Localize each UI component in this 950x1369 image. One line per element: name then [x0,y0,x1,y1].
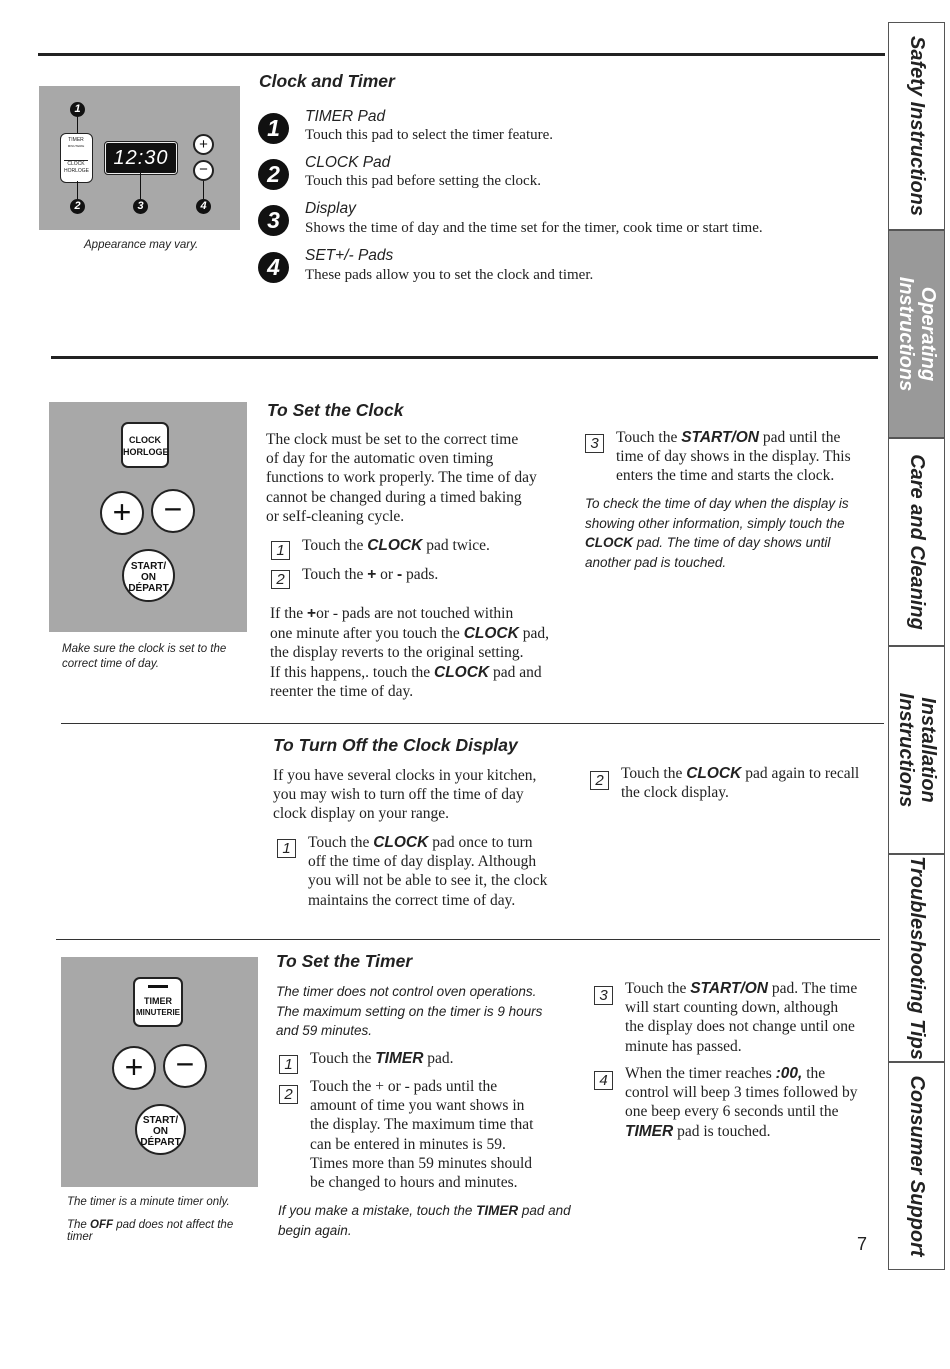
text-line: Times more than 59 minutes should [310,1154,533,1172]
minus-keyword: - [396,566,403,583]
timer-button-label: TIMER [144,996,172,1006]
text-line: To check the time of day when the display is [585,496,849,511]
step-number-2: 2 [590,771,609,790]
text: Touch the [625,980,691,997]
section-title-turn-off-clock: To Turn Off the Clock Display [273,735,518,755]
display-time: 12:30 [113,147,169,169]
set-clock-note [585,494,849,572]
text-line: you will not be able to see it, the clock [308,872,548,890]
appearance-caption: Appearance may vary. [84,239,199,251]
item-title-display: Display [305,200,356,217]
turn-off-step-2 [621,764,859,802]
timer-button-label: TIMER [68,137,84,143]
clock-button-label: CLOCK [129,435,161,445]
tab-operating-instructions[interactable] [888,230,945,438]
start-on-keyword: START/ON [681,429,759,446]
callout-line-3 [140,173,141,199]
text-line: can be entered in minutes is 59. [310,1135,506,1153]
step-number-3: 3 [594,986,613,1005]
timer-button-sublabel: MINUTERIE [136,1008,180,1017]
start-label: ON [153,1126,168,1137]
text-line: minute has passed. [625,1037,742,1055]
text-line: amount of time you want shows in [310,1097,525,1115]
divider [61,723,884,724]
text: pad again to recall [741,765,860,782]
text-line: or seIf-cleaning cycle. [266,507,405,525]
start-label: START/ [142,1115,179,1126]
set-clock-step-3 [616,428,851,486]
text: Touch the [616,429,682,446]
text-line: the display. The maximum time that [310,1116,534,1134]
callout-3: 3 [133,199,148,214]
item-number-3: 3 [258,205,289,236]
text: pad. The time [768,980,858,997]
timer-caption-2 [67,1219,233,1243]
start-label: START/ [130,561,167,572]
top-rule [38,53,885,56]
page-number: 7 [857,1234,868,1254]
set-timer-step-1 [310,1049,454,1068]
tab-care-and-cleaning[interactable] [888,438,945,646]
plus-button[interactable]: + [193,134,214,155]
zero-keyword: :00, [775,1065,803,1082]
text-line: one beep every 6 seconds until the [625,1103,839,1121]
text: or [376,566,397,583]
callout-line-2 [77,181,78,199]
text-line: timer [67,1231,93,1243]
text-line: If you have several clocks in your kitchen, [273,767,537,784]
turn-off-intro [273,766,536,824]
text: Touch the [302,566,368,583]
section-title-clock-and-timer: Clock and Timer [259,71,395,91]
step-number-1: 1 [271,541,290,560]
timer-pad-illustration [61,957,258,1187]
text-line: the display reverts to the original setting. [270,644,524,661]
text: or - pads are not touched within [316,605,514,622]
text-line: another pad is touched. [585,554,727,570]
tab-safety-instructions[interactable] [888,22,945,230]
text-line [278,1201,571,1221]
plus-keyword: + [367,566,377,583]
text-line: The timer does not control oven operations. [276,984,537,999]
text: pad, [518,624,549,642]
text-line: the display does not change until one [625,1018,855,1036]
text-line: showing other information, simply touch the [585,515,845,531]
clock-button[interactable] [64,160,88,179]
clock-pad-illustration [49,402,247,632]
text: If you make a mistake, touch the [278,1203,477,1218]
text: pad. [423,1050,454,1067]
set-clock-step-2 [302,565,438,584]
text: pad does not affect the [113,1219,234,1231]
plus-button[interactable]: + [100,491,144,535]
tab-label-line: Instructions [894,276,917,392]
start-button[interactable] [122,549,175,602]
timer-keyword: TIMER [476,1203,519,1218]
tab-label-line: Instructions [894,692,917,808]
timer-indicator [148,985,168,988]
callout-2: 2 [70,199,85,214]
tab-label-line: Operating [916,286,939,382]
divider [56,939,880,940]
step-number-2: 2 [271,570,290,589]
text: If this happens,. touch the [270,663,435,681]
step-number-1: 1 [279,1055,298,1074]
text-line: begin again. [278,1222,352,1238]
text: Touch the [302,537,368,554]
control-panel-illustration [39,86,240,230]
text-line: the clock display. [621,784,729,802]
item-number-4: 4 [258,252,289,283]
timer-button-sublabel: MINUTERIE [67,144,85,148]
text: Touch the [621,765,687,782]
clock-keyword: CLOCK [686,765,742,782]
section-title-set-clock: To Set the Clock [267,400,404,420]
text-line [270,624,549,644]
item-text: Shows the time of day and the time set for the timer, cook time or start time. [305,220,763,236]
set-timer-step-2 [310,1077,533,1192]
timer-button[interactable] [64,137,88,155]
clock-button-sublabel: HORLOGE [123,447,169,457]
caption-line: correct time of day. [62,658,159,670]
text: pads. [402,566,439,583]
minus-button[interactable]: − [151,489,195,533]
text-line [621,764,859,783]
text: If the [270,605,308,622]
text-line: The clock must be set to the correct time [266,431,519,448]
timer-keyword: TIMER [625,1122,674,1140]
clock-button-label: CLOCK [67,161,85,167]
step-number-2: 2 [279,1085,298,1104]
item-title-timer-pad: TIMER Pad [305,108,386,125]
text: the [802,1065,826,1082]
start-on-keyword: START/ON [690,980,768,997]
text-line [270,663,549,683]
item-text: Touch this pad to select the timer feature. [305,127,554,143]
section-title-set-timer: To Set the Timer [276,951,413,971]
tab-label: Consumer Support [905,1075,928,1257]
clock-keyword: CLOCK [434,663,490,681]
item-number-1: 1 [258,113,289,144]
clock-button-sublabel: HORLOGE [64,168,90,174]
text-line: cannot be changed during a timed baking [266,488,522,506]
text: pad is touched. [673,1122,771,1140]
off-keyword: OFF [90,1219,114,1231]
minus-button[interactable]: − [193,160,214,181]
clock-keyword: CLOCK [463,624,519,642]
tab-label: Care and Cleaning [905,454,928,630]
text-line: The maximum setting on the timer is 9 hours [276,1003,543,1019]
callout-line-4 [203,181,204,199]
set-clock-step-1 [302,536,490,555]
item-number-2: 2 [258,159,289,190]
text: When the timer reaches [625,1065,776,1082]
caption-line: Make sure the clock is set to the [62,643,227,655]
clock-keyword: CLOCK [367,537,423,554]
text-line [585,533,849,553]
text: Touch the [308,834,374,851]
text-line: you may wish to turn off the time of day [273,786,524,804]
minus-button[interactable]: − [163,1044,207,1088]
start-label: DÉPART [128,583,169,594]
tab-consumer-support[interactable] [888,1062,945,1270]
text: Touch the [310,1050,376,1067]
text-line [625,1122,857,1141]
text: pad and [489,663,542,681]
tab-installation-instructions[interactable] [888,646,945,854]
tab-label: Safety Instructions [905,35,928,217]
turn-off-step-1 [308,833,547,910]
text-line: time of day shows in the display. This [616,448,851,466]
timer-mistake-note [278,1201,571,1240]
item-text: Touch this pad before setting the clock. [305,173,541,189]
text-line [67,1219,233,1231]
timer-button[interactable] [133,977,183,1027]
section-rule [51,356,878,359]
text-line [308,833,547,852]
tab-label [895,277,939,391]
plus-button[interactable]: + [112,1046,156,1090]
step-number-4: 4 [594,1071,613,1090]
text-line [270,604,549,624]
display-frame [105,142,177,174]
text-line: functions to work properly. The time of day [266,469,537,487]
text: pad once to turn [428,834,533,851]
item-title-set-pads: SET+/- Pads [305,247,394,264]
callout-1: 1 [70,102,85,117]
text-line [625,1064,857,1083]
text: one minute after you touch the [270,624,464,642]
text: pad and [518,1203,571,1218]
text-line: be changed to hours and minutes. [310,1174,518,1192]
step-number-3: 3 [585,434,604,453]
text-line: will start counting down, although [625,999,839,1017]
start-label: ON [141,572,156,583]
item-text: These pads allow you to set the clock and timer. [305,267,594,283]
start-button[interactable] [135,1104,186,1155]
text-line: and 59 minutes. [276,1023,373,1038]
clock-button[interactable] [121,422,169,468]
tab-troubleshooting-tips[interactable] [888,854,945,1062]
text: pad. The time of day shows until [633,535,831,550]
text-line [625,979,857,998]
text-line [616,428,851,447]
plus-keyword: + [307,605,317,622]
text: The [67,1219,91,1231]
start-label: DÉPART [140,1137,181,1148]
step-number-1: 1 [277,839,296,858]
clock-keyword: CLOCK [585,535,633,550]
clock-caption [62,642,226,672]
timer-note [276,982,542,1041]
clock-keyword: CLOCK [373,834,429,851]
set-timer-step-4 [625,1064,857,1141]
text: pad twice. [422,537,490,554]
callout-4: 4 [196,199,211,214]
tab-label-line: Installation [916,697,939,803]
text-line: reenter the time of day. [270,683,414,700]
text-line: maintains the correct time of day. [308,891,516,909]
text-line: enters the time and starts the clock. [616,467,835,485]
set-timer-step-3 [625,979,857,1056]
text-line: clock display on your range. [273,805,450,823]
timer-keyword: TIMER [375,1050,424,1067]
set-clock-warning [270,604,549,702]
text-line: of day for the automatic oven timing [266,450,494,468]
tab-label [895,693,939,807]
text-line: off the time of day display. Although [308,853,537,871]
text-line: control will beep 3 times followed by [625,1084,858,1102]
item-title-clock-pad: CLOCK Pad [305,154,391,171]
set-clock-intro [266,430,537,526]
text: pad until the [759,429,841,446]
tab-label: Troubleshooting Tips [905,856,928,1060]
text-line: Touch the + or - pads until the [310,1078,498,1095]
timer-caption-1: The timer is a minute timer only. [67,1196,230,1208]
